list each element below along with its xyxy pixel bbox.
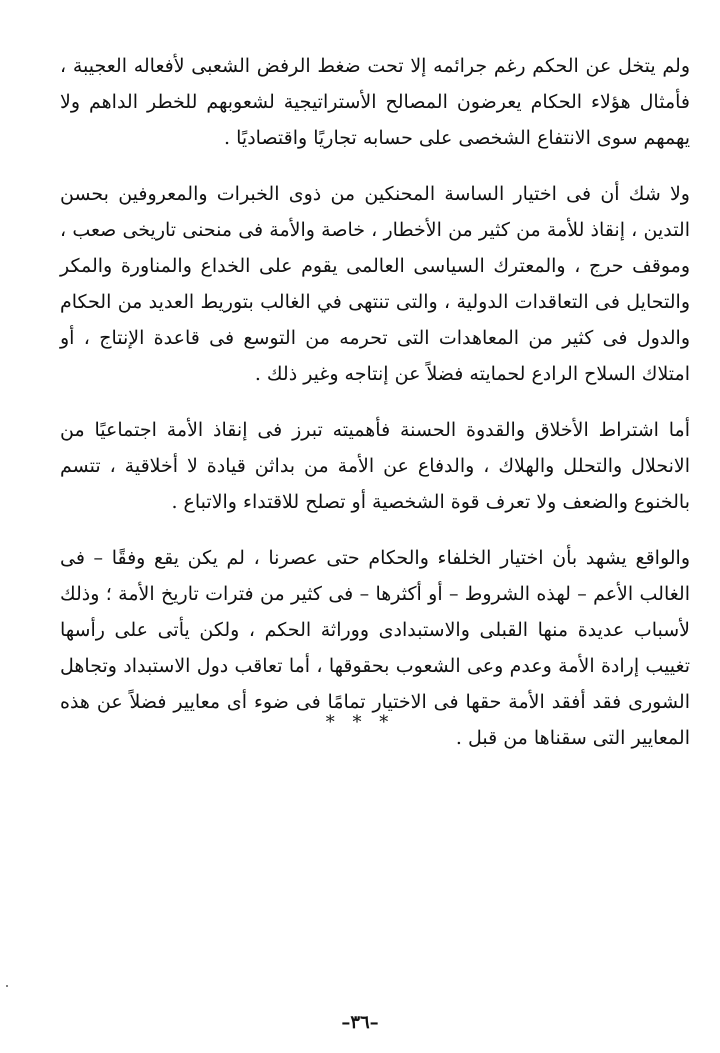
paragraph-4: والواقع يشهد بأن اختيار الخلفاء والحكام حتى عصرنا ، لم يكن يقع وفقًا – فى الغالب الأعم – لهذه الشروط – أو أكثرها – فى كثير من فترات تاريخ الأمة ؛ وذلك لأسباب عديدة منها القبلى والاستبدادى ووراثة الحكم ، ولكن يأتى على رأسها تغييب إرادة الأمة وعدم وعى الشعوب بحقوقها ، أما تعاقب دول الاستبداد وتجاهل الشورى فقد أفقد الأمة حقها فى الاختيار تمامًا فى ضوء أى معايير فضلاً عن هذه المعايير التى سقناها من قبل . <box>60 547 690 749</box>
paragraph-3: أما اشتراط الأخلاق والقدوة الحسنة فأهميته تبرز فى إنقاذ الأمة اجتماعيًا من الانحلال والتحلل والهلاك ، والدفاع عن الأمة من بداثن قيادة لا أخلاقية ، تتسم بالخنوع والضعف ولا تعرف قوة الشخصية أو تصلح للاقتداء والاتباع . <box>60 419 690 513</box>
body-text <box>60 48 690 776</box>
paragraph-1: ولم يتخل عن الحكم رغم جرائمه إلا تحت ضغط الرفض الشعبى لأفعاله العجيبة ، فأمثال هؤلاء الحكام يعرضون المصالح الأستراتيجية لشعوبهم للخطر الداهم ولا يهمهم سوى الانتفاع الشخصى على حسابه تجاريًا واقتصاديًا . <box>60 55 690 149</box>
page-number: –٣٦– <box>341 1012 379 1033</box>
scan-speck <box>6 985 8 987</box>
paragraph-2: ولا شك أن فى اختيار الساسة المحنكين من ذوى الخبرات والمعروفين بحسن التدين ، إنقاذ للأمة من كثير من الأخطار ، خاصة والأمة فى منحنى تاريخى صعب ، وموقف حرج ، والمعترك السياسى العالمى يقوم على الخداع والمناورة والمكر والتحايل فى التعاقدات الدولية ، والتى تنتهى في الغالب بتوريط العديد من الحكام والدول فى كثير من المعاهدات التى تحرمه من التوسع فى قاعدة الإنتاج ، أو امتلاك السلاح الرادع لحمايته فضلاً عن إنتاجه وغير ذلك . <box>60 183 690 385</box>
section-separator: * * * <box>325 712 395 733</box>
